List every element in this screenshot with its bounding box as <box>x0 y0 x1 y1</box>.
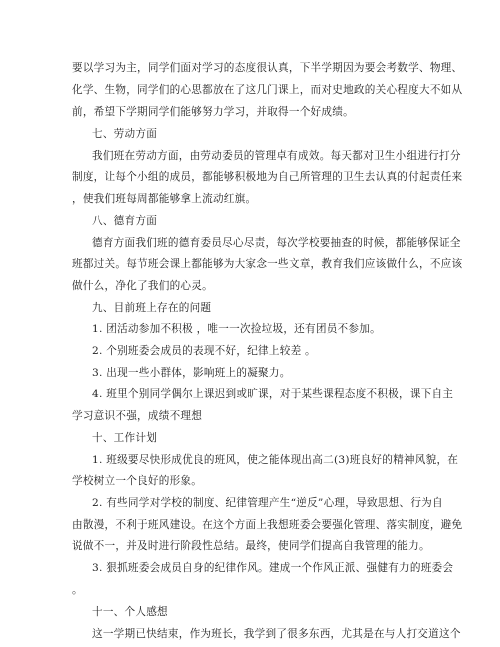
paragraph-line: ，使我们班每周都能够拿上流动红旗。 <box>72 193 257 205</box>
list-item: 2. 有些同学对学校的制度、纪律管理产生“逆反”心理，导致思想、行为自 <box>92 497 443 509</box>
section-heading-moral: 八、德育方面 <box>92 215 158 227</box>
list-item-continuation: 学习意识不强，成绩不理想 <box>72 410 203 422</box>
paragraph-line: 前，希望下学期同学们能够努力学习，并取得一个好成绩。 <box>72 106 354 118</box>
section-heading-reflection: 十一、个人感想 <box>92 606 168 618</box>
list-item-continuation: 说做不一，并及时进行阶段性总结。最终，使同学们提高自我管理的能力。 <box>72 540 430 552</box>
list-item: 4. 班里个别同学偶尔上课迟到或旷课，对于某些课程态度不积极，课下自主 <box>92 388 454 400</box>
section-heading-work-plan: 十、工作计划 <box>92 432 158 444</box>
section-heading-labor: 七、劳动方面 <box>92 128 158 140</box>
paragraph-line: 制度，让每个小组的成员，都能够积极地为自己所管理的卫生去认真的付起责任来 <box>72 171 463 183</box>
list-item: 2. 个别班委会成员的表现不好，纪律上较差 。 <box>92 345 316 357</box>
list-item: 3. 出现一些小群体，影响班上的凝聚力。 <box>92 367 291 379</box>
list-item: 1. 班级要尽快形成优良的班风，使之能体现出高二(3)班良好的精神风貌，在 <box>92 454 459 466</box>
list-item-continuation: 学校树立一个良好的形象。 <box>72 475 203 487</box>
paragraph-line: 班都过关。每节班会课上都能够为大家念一些文章，教育我们应该做什么，不应该 <box>72 258 463 270</box>
paragraph-line: 这一学期已快结束，作为班长，我学到了很多东西，尤其是在与人打交道这个 <box>92 628 461 640</box>
list-item-continuation: 由散漫，不利于班风建设。在这个方面上我想班委会要强化管理、落实制度，避免 <box>72 519 463 531</box>
paragraph-line: 做什么，净化了我们的心灵。 <box>72 280 213 292</box>
section-heading-problems: 九、目前班上存在的问题 <box>92 302 212 314</box>
paragraph-line: 我们班在劳动方面，由劳动委员的管理卓有成效。每天都对卫生小组进行打分 <box>92 150 461 162</box>
paragraph-line: 化学、生物，同学们的心思都放在了这几门课上，而对史地政的关心程度大不如从 <box>72 84 463 96</box>
paragraph-line: 德育方面我们班的德育委员尽心尽责，每次学校要抽查的时候，都能够保证全 <box>92 237 461 249</box>
list-item-continuation: 。 <box>72 584 83 596</box>
list-item: 3. 狠抓班委会成员自身的纪律作风。建成一个作风正派、强健有力的班委会 <box>92 562 454 574</box>
paragraph-line: 要以学习为主，同学们面对学习的态度很认真，下半学期因为要会考数学、物理、 <box>72 62 463 74</box>
list-item: 1. 团活动参加不积极 ，唯一一次捡垃圾，还有团员不参加。 <box>92 323 381 335</box>
